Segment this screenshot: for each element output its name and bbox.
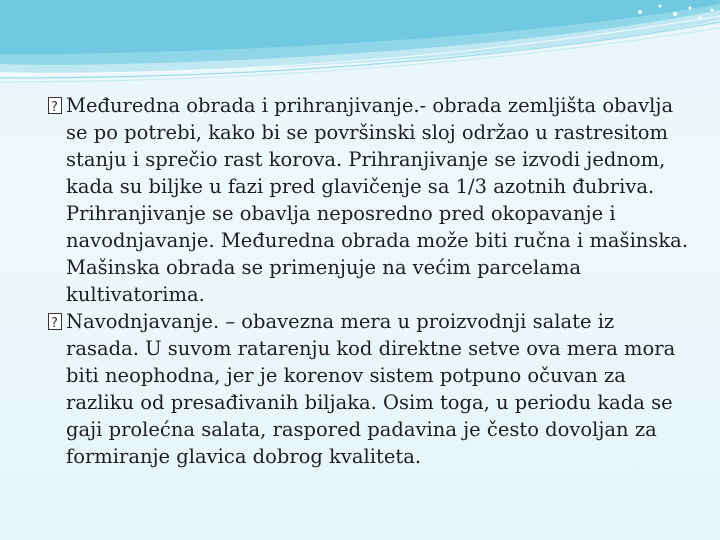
text-body (48, 92, 688, 470)
paragraph-text: Navodnjavanje. – obavezna mera u proizvodnji salate iz rasada. U suvom ratarenju kod direktne setve ova mera mora biti neophodna, jer je korenov sistem potpuno očuvan za razliku od presađivanih biljaka. Osim toga, u periodu kada se gaji prolećna salata, raspored padavina je često dovoljan za formiranje glavica dobrog kvaliteta. (66, 310, 676, 468)
paragraph-navodnjavanje (48, 308, 688, 470)
missing-glyph-icon (48, 313, 62, 330)
missing-glyph-icon (48, 97, 62, 114)
paragraph-text: Međuredna obrada i prihranjivanje.- obrada zemljišta obavlja se po potrebi, kako bi se površinski sloj održao u rastresitom stanju i sprečio rast korova. Prihranjivanje se izvodi jednom, kada su biljke u fazi pred glavičenje sa 1/3 azotnih đubriva. Prihranjivanje se obavlja neposredno pred okopavanje i navodnjavanje. Međuredna obrada može biti ručna i mašinska. Mašinska obrada se primenjuje na većim parcelama kultivatorima. (66, 94, 689, 306)
decorative-wave-header (0, 0, 720, 90)
paragraph-medjuredna-obrada (48, 92, 688, 308)
